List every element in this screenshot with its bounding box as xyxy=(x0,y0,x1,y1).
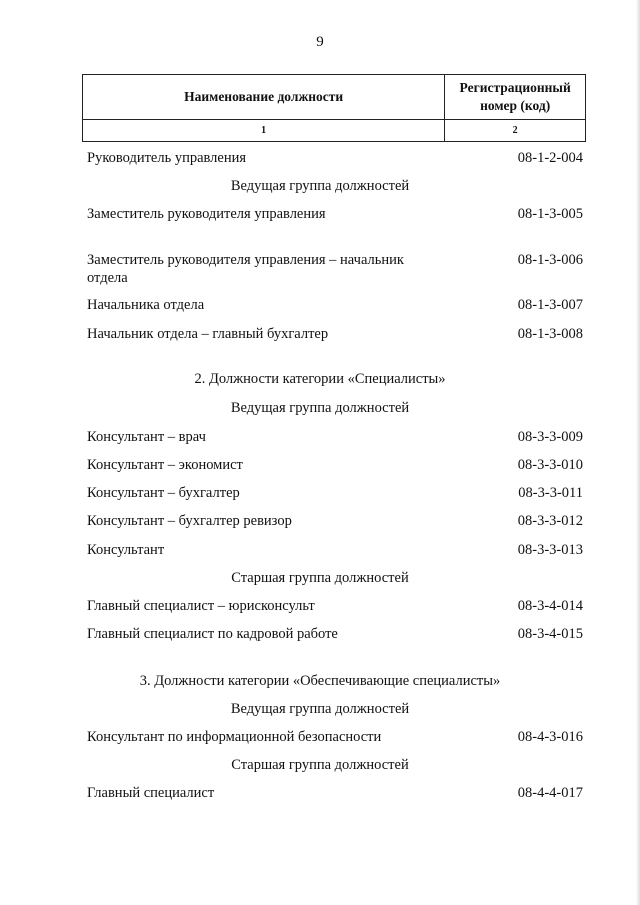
scan-edge-shadow xyxy=(636,0,640,905)
position-name: Главный специалист xyxy=(87,785,215,801)
positions-table-header xyxy=(82,74,586,142)
position-code: 08-3-3-010 xyxy=(517,457,583,473)
header-col1-number: 1 xyxy=(83,120,445,142)
header-col2-number: 2 xyxy=(445,120,586,142)
position-name: Консультант – бухгалтер ревизор xyxy=(87,513,292,529)
position-code: 08-3-3-012 xyxy=(517,513,583,529)
header-position-name: Наименование должности xyxy=(83,75,445,120)
position-name: Начальник отдела – главный бухгалтер xyxy=(87,326,329,342)
position-code: 08-1-3-005 xyxy=(517,206,583,222)
group-heading: Ведущая группа должностей xyxy=(230,400,410,416)
section-heading: 3. Должности категории «Обеспечивающие специалисты» xyxy=(139,673,501,689)
position-code: 08-1-3-006 xyxy=(517,252,583,268)
group-heading: Старшая группа должностей xyxy=(231,570,409,586)
position-code: 08-1-2-004 xyxy=(517,150,583,166)
position-name: Консультант по информационной безопасности xyxy=(87,729,382,745)
position-name: Начальника отдела xyxy=(87,297,205,313)
position-name: Главный специалист – юрисконсульт xyxy=(87,598,315,614)
group-heading: Старшая группа должностей xyxy=(231,757,409,773)
position-code: 08-3-3-011 xyxy=(518,485,583,501)
position-code: 08-3-4-015 xyxy=(517,626,583,642)
group-heading: Ведущая группа должностей xyxy=(230,178,410,194)
group-heading: Ведущая группа должностей xyxy=(230,701,410,717)
page-number: 9 xyxy=(316,34,324,50)
position-code: 08-3-3-013 xyxy=(517,542,583,558)
position-code: 08-3-4-014 xyxy=(517,598,583,614)
position-name: Руководитель управления xyxy=(87,150,247,166)
position-name: Консультант – бухгалтер xyxy=(87,485,240,501)
position-code: 08-4-3-016 xyxy=(517,729,583,745)
position-name: Консультант – экономист xyxy=(87,457,243,473)
position-name: Консультант xyxy=(87,542,165,558)
section-heading: 2. Должности категории «Специалисты» xyxy=(194,371,446,387)
position-name: Консультант – врач xyxy=(87,429,206,445)
position-name: Заместитель руководителя управления – начальник отдела xyxy=(87,252,404,286)
position-code: 08-1-3-007 xyxy=(517,297,583,313)
position-code: 08-1-3-008 xyxy=(517,326,583,342)
position-code: 08-4-4-017 xyxy=(517,785,583,801)
header-registration-code: Регистрационный номер (код) xyxy=(445,75,586,120)
position-name: Заместитель руководителя управления xyxy=(87,206,326,222)
position-code: 08-3-3-009 xyxy=(517,429,583,445)
position-name: Главный специалист по кадровой работе xyxy=(87,626,338,642)
